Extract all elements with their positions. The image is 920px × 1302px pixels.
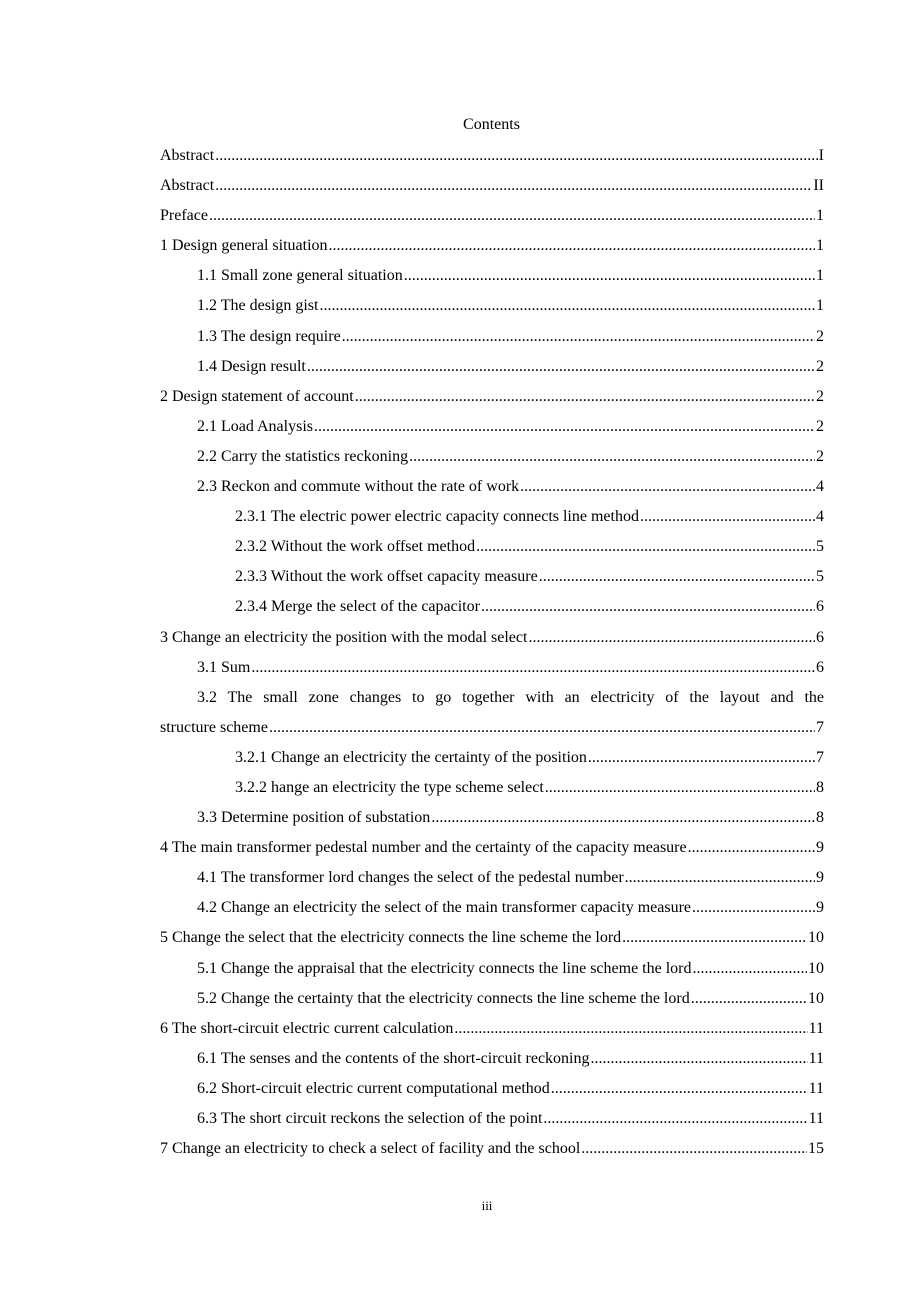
toc-entry[interactable] (160, 592, 824, 622)
toc-entry-label: 2.3.2 Without the work offset method (235, 538, 476, 556)
toc-entry[interactable] (160, 442, 824, 472)
toc-entry[interactable] (160, 863, 824, 893)
toc-entry[interactable] (160, 412, 824, 442)
toc-entry-page: 10 (808, 989, 824, 1007)
toc-entry-label: 3.1 Sum (197, 658, 251, 676)
toc-entry-page: 7 (816, 718, 824, 736)
toc-entry-page: I (818, 147, 824, 164)
toc-entry-label: 5.2 Change the certainty that the electricity connects the line scheme the lord (197, 989, 690, 1007)
dot-leader (209, 201, 815, 231)
toc-entry-label: 2.3 Reckon and commute without the rate of work (197, 478, 520, 496)
dot-leader (539, 562, 815, 592)
toc-entry-page: 11 (808, 1019, 824, 1037)
toc-entry[interactable] (160, 954, 824, 984)
dot-leader (640, 502, 815, 532)
toc-entry[interactable] (160, 322, 824, 352)
toc-entry[interactable] (160, 472, 824, 502)
toc-entry-label: 3.2.2 hange an electricity the type scheme select (235, 778, 544, 796)
toc-entry-label: 1.1 Small zone general situation (197, 267, 403, 285)
toc-entry[interactable] (160, 1104, 824, 1134)
dot-leader (409, 442, 815, 472)
dot-leader (520, 472, 815, 502)
dot-leader (215, 141, 817, 171)
toc-entry[interactable] (160, 261, 824, 291)
dot-leader (215, 171, 812, 201)
toc-entry[interactable] (160, 382, 824, 412)
toc-entry-label: 1.4 Design result (197, 357, 306, 375)
toc-entry-label: Abstract (160, 147, 215, 164)
dot-leader (590, 1044, 807, 1074)
toc-entry[interactable] (160, 923, 824, 953)
toc-entry-label: 4.2 Change an electricity the select of the main transformer capacity measure (197, 899, 692, 917)
toc-entry-label: 2.1 Load Analysis (197, 417, 313, 435)
toc-entry-label: 6 The short-circuit electric current calculation (160, 1019, 454, 1037)
dot-leader (431, 803, 815, 833)
toc-entry-page: 11 (808, 1110, 824, 1127)
toc-entry-page: 7 (816, 748, 824, 766)
toc-entry[interactable] (160, 141, 824, 171)
dot-leader (355, 382, 815, 412)
toc-entry-label: Abstract (160, 177, 215, 195)
toc-entry-page: 11 (808, 1049, 824, 1067)
toc-entry-page: 11 (808, 1079, 824, 1097)
toc-entry-page: 6 (816, 658, 824, 676)
toc-entry-label: 3.3 Determine position of substation (197, 809, 431, 827)
dot-leader (692, 954, 807, 984)
toc-entry-page: II (813, 177, 824, 195)
toc-entry[interactable] (160, 833, 824, 863)
toc-entry-page: 4 (816, 508, 824, 526)
toc-entry-label: 3 Change an electricity the position with the modal select (160, 628, 528, 646)
dot-leader (481, 592, 815, 622)
dot-leader (269, 713, 815, 743)
toc-entry-continuation[interactable] (160, 713, 824, 743)
toc-entry-label: 3.2.1 Change an electricity the certainty of the position (235, 748, 587, 766)
dot-leader (342, 322, 815, 352)
table-of-contents (160, 141, 824, 1164)
dot-leader (691, 984, 807, 1014)
toc-entry-page: 10 (808, 929, 824, 947)
toc-entry[interactable] (160, 1134, 824, 1164)
toc-entry-label: Preface (160, 207, 208, 225)
toc-entry[interactable] (160, 532, 824, 562)
dot-leader (692, 893, 815, 923)
toc-entry[interactable] (160, 803, 824, 833)
toc-entry-page: 1 (816, 267, 824, 285)
toc-entry-page: 5 (816, 568, 824, 586)
dot-leader (251, 653, 815, 683)
dot-leader (543, 1104, 807, 1134)
toc-entry-page: 15 (808, 1140, 824, 1158)
dot-leader (545, 773, 815, 803)
toc-entry-label: 1.2 The design gist (197, 297, 319, 315)
toc-entry-page: 9 (816, 869, 824, 887)
dot-leader (688, 833, 815, 863)
toc-entry-page: 1 (816, 207, 824, 225)
toc-entry[interactable] (160, 653, 824, 683)
dot-leader (404, 261, 815, 291)
toc-entry-label: 2 Design statement of account (160, 387, 354, 405)
page-title: Contents (463, 116, 520, 133)
toc-entry-label: 3.2 The small zone changes to go together with an electricity of the layout and the (197, 688, 824, 706)
toc-entry-page: 9 (816, 899, 824, 917)
toc-entry-label: 2.3.1 The electric power electric capacity connects line method (235, 508, 639, 526)
toc-entry[interactable] (160, 773, 824, 803)
toc-entry-page: 6 (816, 598, 824, 616)
toc-entry-label: 1 Design general situation (160, 237, 328, 255)
toc-entry[interactable] (160, 502, 824, 532)
dot-leader (622, 923, 807, 953)
toc-entry-label: 7 Change an electricity to check a select of facility and the school (160, 1140, 581, 1158)
toc-entry[interactable] (160, 291, 824, 321)
dot-leader (476, 532, 815, 562)
toc-entry-label: 5 Change the select that the electricity connects the line scheme the lord (160, 929, 622, 947)
toc-entry[interactable] (160, 171, 824, 201)
toc-entry-page: 10 (808, 959, 824, 977)
toc-entry-label: 5.1 Change the appraisal that the electricity connects the line scheme the lord (197, 959, 692, 977)
toc-entry[interactable] (160, 623, 824, 653)
toc-entry[interactable] (160, 984, 824, 1014)
toc-entry-label: structure scheme (160, 718, 268, 736)
toc-entry-label: 2.2 Carry the statistics reckoning (197, 447, 409, 465)
toc-entry-label: 4.1 The transformer lord changes the select of the pedestal number (197, 869, 624, 887)
toc-entry[interactable] (160, 893, 824, 923)
dot-leader (528, 623, 815, 653)
toc-entry[interactable] (160, 1044, 824, 1074)
toc-entry[interactable] (160, 1074, 824, 1104)
dot-leader (329, 231, 815, 261)
toc-entry-label: 2.3.4 Merge the select of the capacitor (235, 598, 480, 616)
toc-entry-label: 6.2 Short-circuit electric current computational method (197, 1079, 550, 1097)
dot-leader (454, 1014, 807, 1044)
dot-leader (551, 1074, 808, 1104)
toc-entry-page: 2 (816, 357, 824, 375)
toc-entry[interactable] (160, 562, 824, 592)
toc-entry-label: 1.3 The design require (197, 327, 341, 345)
toc-entry-label: 6.1 The senses and the contents of the short-circuit reckoning (197, 1049, 590, 1067)
toc-entry-page: 8 (816, 809, 824, 827)
dot-leader (625, 863, 815, 893)
toc-entry-page: 4 (816, 478, 824, 496)
dot-leader (588, 743, 815, 773)
toc-entry-page: 9 (816, 839, 824, 857)
page-number: iii (481, 1198, 493, 1213)
toc-entry[interactable] (160, 201, 824, 231)
toc-entry-wrapped[interactable] (160, 683, 824, 713)
toc-entry-page: 1 (816, 297, 824, 315)
toc-entry[interactable] (160, 231, 824, 261)
toc-entry-page: 8 (816, 778, 824, 796)
toc-entry-label: 6.3 The short circuit reckons the selection of the point (197, 1110, 543, 1127)
toc-entry-page: 6 (816, 628, 824, 646)
toc-entry-page: 2 (816, 417, 824, 435)
toc-entry-label: 4 The main transformer pedestal number and the certainty of the capacity measure (160, 839, 687, 857)
toc-entry-label: 2.3.3 Without the work offset capacity measure (235, 568, 538, 586)
dot-leader (314, 412, 815, 442)
toc-entry[interactable] (160, 352, 824, 382)
toc-entry-page: 5 (816, 538, 824, 556)
toc-entry-page: 2 (816, 327, 824, 345)
toc-entry-page: 2 (816, 447, 824, 465)
toc-entry-page: 2 (816, 387, 824, 405)
dot-leader (307, 352, 815, 382)
dot-leader (581, 1134, 807, 1164)
toc-entry[interactable] (160, 1014, 824, 1044)
toc-entry[interactable] (160, 743, 824, 773)
dot-leader (319, 291, 815, 321)
toc-entry-page: 1 (816, 237, 824, 255)
